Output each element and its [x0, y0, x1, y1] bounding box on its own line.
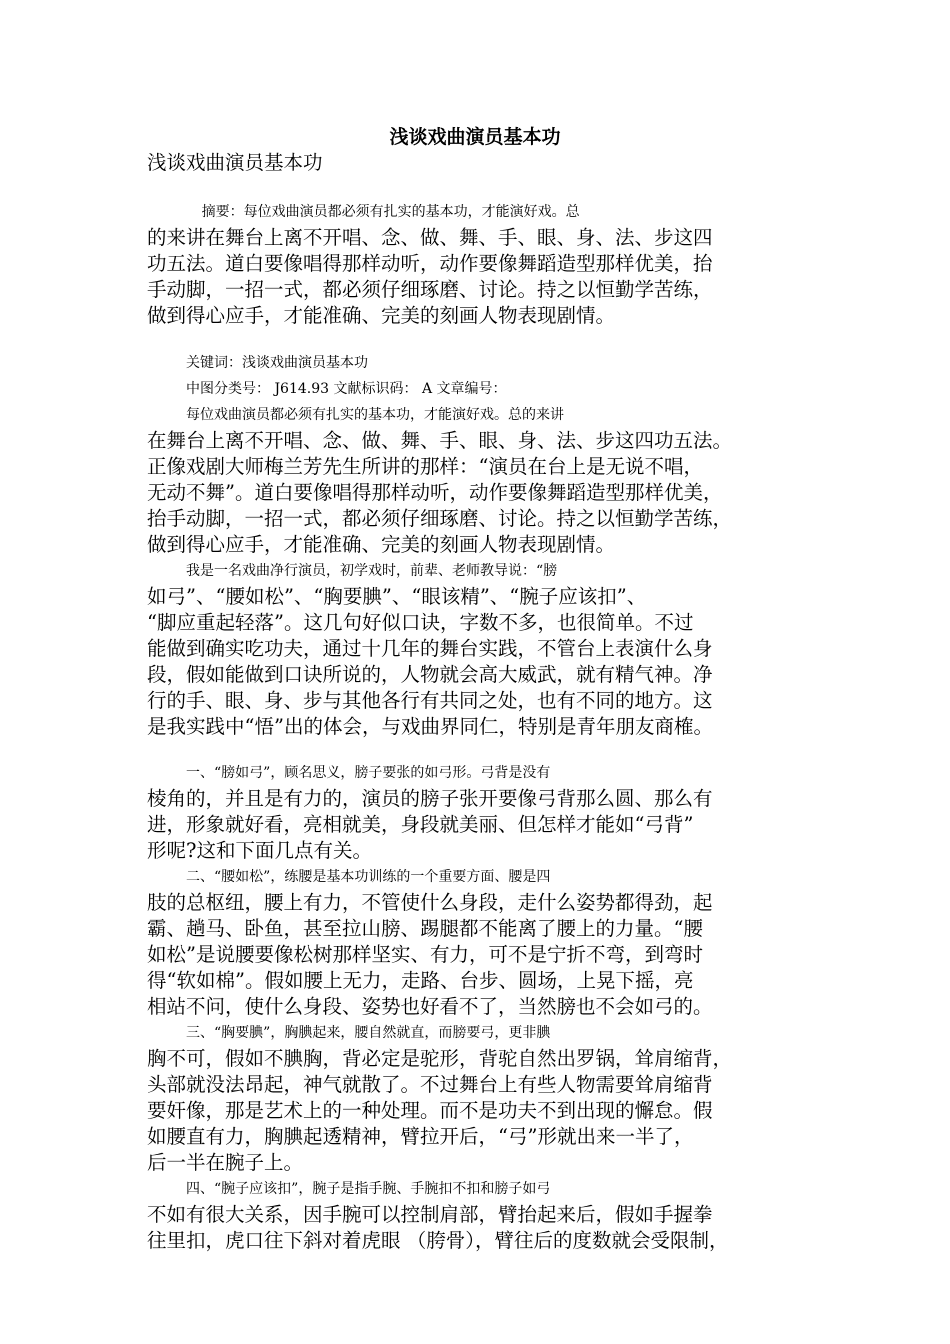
text-line: 浅谈戏曲演员基本功 [147, 151, 323, 174]
text-line: 能做到确实吃功夫，通过十几年的舞台实践，不管台上表演什么身 [147, 637, 713, 660]
text-line: 中图分类号： J614.93 文献标识码： A 文章编号： [186, 381, 507, 397]
text-line: “脚应重起轻落”。这几句好似口诀，字数不多，也很简单。不过 [147, 611, 694, 634]
text-line: 是我实践中“悟”出的体会，与戏曲界同仁，特别是青年朋友商榷。 [147, 715, 713, 738]
text-line: 如弓”、“腰如松”、“胸要腆”、“眼该精”、“腕子应该扣”、 [147, 585, 647, 608]
text-line: 做到得心应手，才能准确、完美的刻画人物表现剧情。 [147, 533, 616, 556]
text-line: 在舞台上离不开唱、念、做、舞、手、眼、身、法、步这四功五法。 [147, 429, 733, 452]
text-line: 相站不问，使什么身段、姿势也好看不了，当然膀也不会如弓的。 [147, 995, 713, 1018]
text-line: 胸不可，假如不腆胸，背必定是驼形，背驼自然出罗锅，耸肩缩背， [147, 1047, 733, 1070]
text-line: 正像戏剧大师梅兰芳先生所讲的那样：“演员在台上是无说不唱， [147, 455, 703, 478]
text-line: 二、“腰如松”，练腰是基本功训练的一个重要方面、腰是四 [186, 869, 551, 885]
text-line: 进，形象就好看，亮相就美，身段就美丽、但怎样才能如“弓背” [147, 813, 694, 836]
text-line: 做到得心应手，才能准确、完美的刻画人物表现剧情。 [147, 304, 616, 327]
text-line: 后一半在腕子上。 [147, 1151, 304, 1174]
text-line: 三、“胸要腆”，胸腆起来，腰自然就直，而膀要弓，更非腆 [186, 1025, 551, 1041]
text-line: 功五法。道白要像唱得那样动听，动作要像舞蹈造型那样优美，抬 [147, 252, 713, 275]
text-line: 头部就没法昂起，神气就散了。不过舞台上有些人物需要耸肩缩背 [147, 1073, 713, 1096]
text-line: 段，假如能做到口诀所说的，人物就会高大威武，就有精气神。净 [147, 663, 713, 686]
text-line: 摘要：每位戏曲演员都必须有扎实的基本功，才能演好戏。总 [201, 204, 580, 220]
text-line: 抬手动脚，一招一式，都必须仔细琢磨、讨论。持之以恒勤学苦练， [147, 507, 733, 530]
text-line: 四、“腕子应该扣”，腕子是指手腕、手腕扣不扣和膀子如弓 [186, 1181, 551, 1197]
text-line: 如腰直有力，胸腆起透精神，臂拉开后，“弓”形就出来一半了， [147, 1125, 694, 1148]
text-line: 棱角的，并且是有力的，演员的膀子张开要像弓背那么圆、那么有 [147, 787, 713, 810]
text-line: 的来讲在舞台上离不开唱、念、做、舞、手、眼、身、法、步这四 [147, 226, 713, 249]
text-line: 要奸像，那是艺术上的一种处理。而不是功夫不到出现的懈怠。假 [147, 1099, 713, 1122]
text-line: 手动脚，一招一式，都必须仔细琢磨、讨论。持之以恒勤学苦练， [147, 278, 713, 301]
text-line: 往里扣，虎口往下斜对着虎眼 （胯骨），臂往后的度数就会受限制， [147, 1229, 729, 1252]
text-line: 每位戏曲演员都必须有扎实的基本功，才能演好戏。总的来讲 [186, 407, 564, 423]
text-line: 得“软如棉”。假如腰上无力，走路、台步、圆场，上晃下摇，亮 [147, 969, 694, 992]
document-title: 浅谈戏曲演员基本功 [389, 126, 561, 148]
text-line: 形呢?这和下面几点有关。 [147, 839, 372, 862]
text-line: 如松”是说腰要像松树那样坚实、有力，可不是宁折不弯，到弯时 [147, 943, 703, 966]
text-line: 行的手、眼、身、步与其他各行有共同之处，也有不同的地方。这 [147, 689, 713, 712]
text-line: 霸、趟马、卧鱼，甚至拉山膀、踢腿都不能离了腰上的力量。“腰 [147, 917, 703, 940]
text-line: 肢的总枢纽，腰上有力，不管使什么身段，走什么姿势都得劲，起 [147, 891, 713, 914]
text-line: 无动不舞”。道白要像唱得那样动听，动作要像舞蹈造型那样优美， [147, 481, 723, 504]
text-line: 不如有很大关系，因手腕可以控制肩部，臂抬起来后，假如手握拳 [147, 1203, 713, 1226]
text-line: 我是一名戏曲净行演员，初学戏时，前辈、老师教导说：“膀 [186, 563, 558, 579]
text-line: 关键词：浅谈戏曲演员基本功 [186, 355, 368, 371]
text-line: 一、“膀如弓”，顾名思义，膀子要张的如弓形。弓背是没有 [186, 765, 551, 781]
